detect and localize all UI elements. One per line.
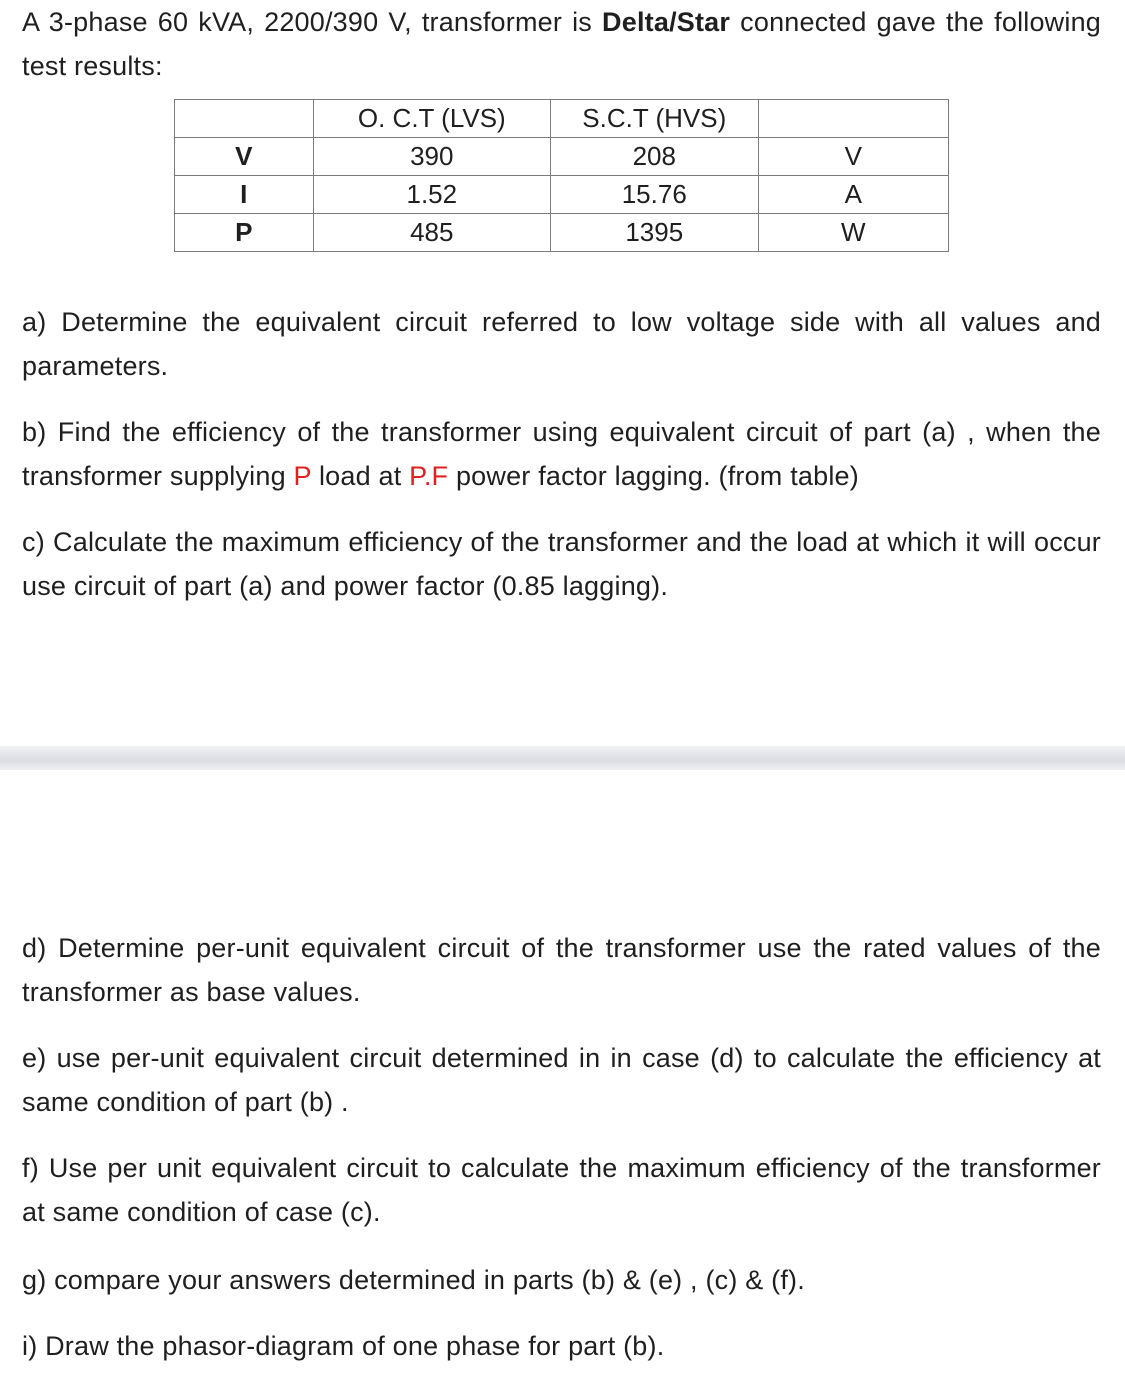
oct-value: 390: [313, 138, 550, 176]
question-a: a) Determine the equivalent circuit referred to low voltage side with all values and parameters.: [22, 307, 1101, 381]
question-b: [22, 410, 1101, 498]
test-results-table: [174, 99, 949, 252]
question-i: i) Draw the phasor-diagram of one phase for part (b).: [22, 1331, 665, 1361]
sct-value: 1395: [551, 214, 759, 252]
row-label: V: [175, 138, 314, 176]
oct-value: 485: [313, 214, 550, 252]
page-divider: [0, 746, 1125, 770]
question-b-part2: load at: [311, 461, 410, 491]
question-f: f) Use per unit equivalent circuit to calculate the maximum efficiency of the transformer at same condition of case (c).: [22, 1153, 1101, 1227]
row-label: I: [175, 176, 314, 214]
question-c: c) Calculate the maximum efficiency of the transformer and the load at which it will occur use circuit of part (a) and power factor (0.85 lagging).: [22, 527, 1101, 601]
sct-value: 15.76: [551, 176, 759, 214]
intro-part2: connected gave the following test results:: [22, 7, 1102, 81]
intro-part1: A 3-phase 60 kVA, 2200/390 V, transformer is: [22, 7, 603, 37]
question-b-part1: b) Find the efficiency of the transformer using equivalent circuit of part (a) , when the transformer supplying: [22, 417, 1101, 491]
question-d: d) Determine per-unit equivalent circuit of the transformer use the rated values of the transformer as base values.: [22, 933, 1101, 1007]
row-label: P: [175, 214, 314, 252]
table-row: [175, 214, 949, 252]
unit: A: [758, 176, 948, 214]
table-header-row: [175, 100, 949, 138]
question-b-part3: power factor lagging. (from table): [448, 461, 859, 491]
highlight-pf: P.F: [409, 461, 449, 491]
table-row: [175, 176, 949, 214]
header-oct: O. C.T (LVS): [313, 100, 550, 138]
connection-type: Delta/Star: [602, 7, 731, 37]
oct-value: 1.52: [313, 176, 550, 214]
unit: V: [758, 138, 948, 176]
sct-value: 208: [551, 138, 759, 176]
header-sct: S.C.T (HVS): [551, 100, 759, 138]
header-empty-right: [758, 100, 948, 138]
highlight-p: P: [293, 461, 312, 491]
table-row: [175, 138, 949, 176]
unit: W: [758, 214, 948, 252]
header-empty-left: [175, 100, 314, 138]
question-g: g) compare your answers determined in parts (b) & (e) , (c) & (f).: [22, 1265, 805, 1295]
question-e: e) use per-unit equivalent circuit determined in in case (d) to calculate the efficiency at same condition of part (b) .: [22, 1043, 1101, 1117]
intro-text: [22, 0, 1101, 88]
